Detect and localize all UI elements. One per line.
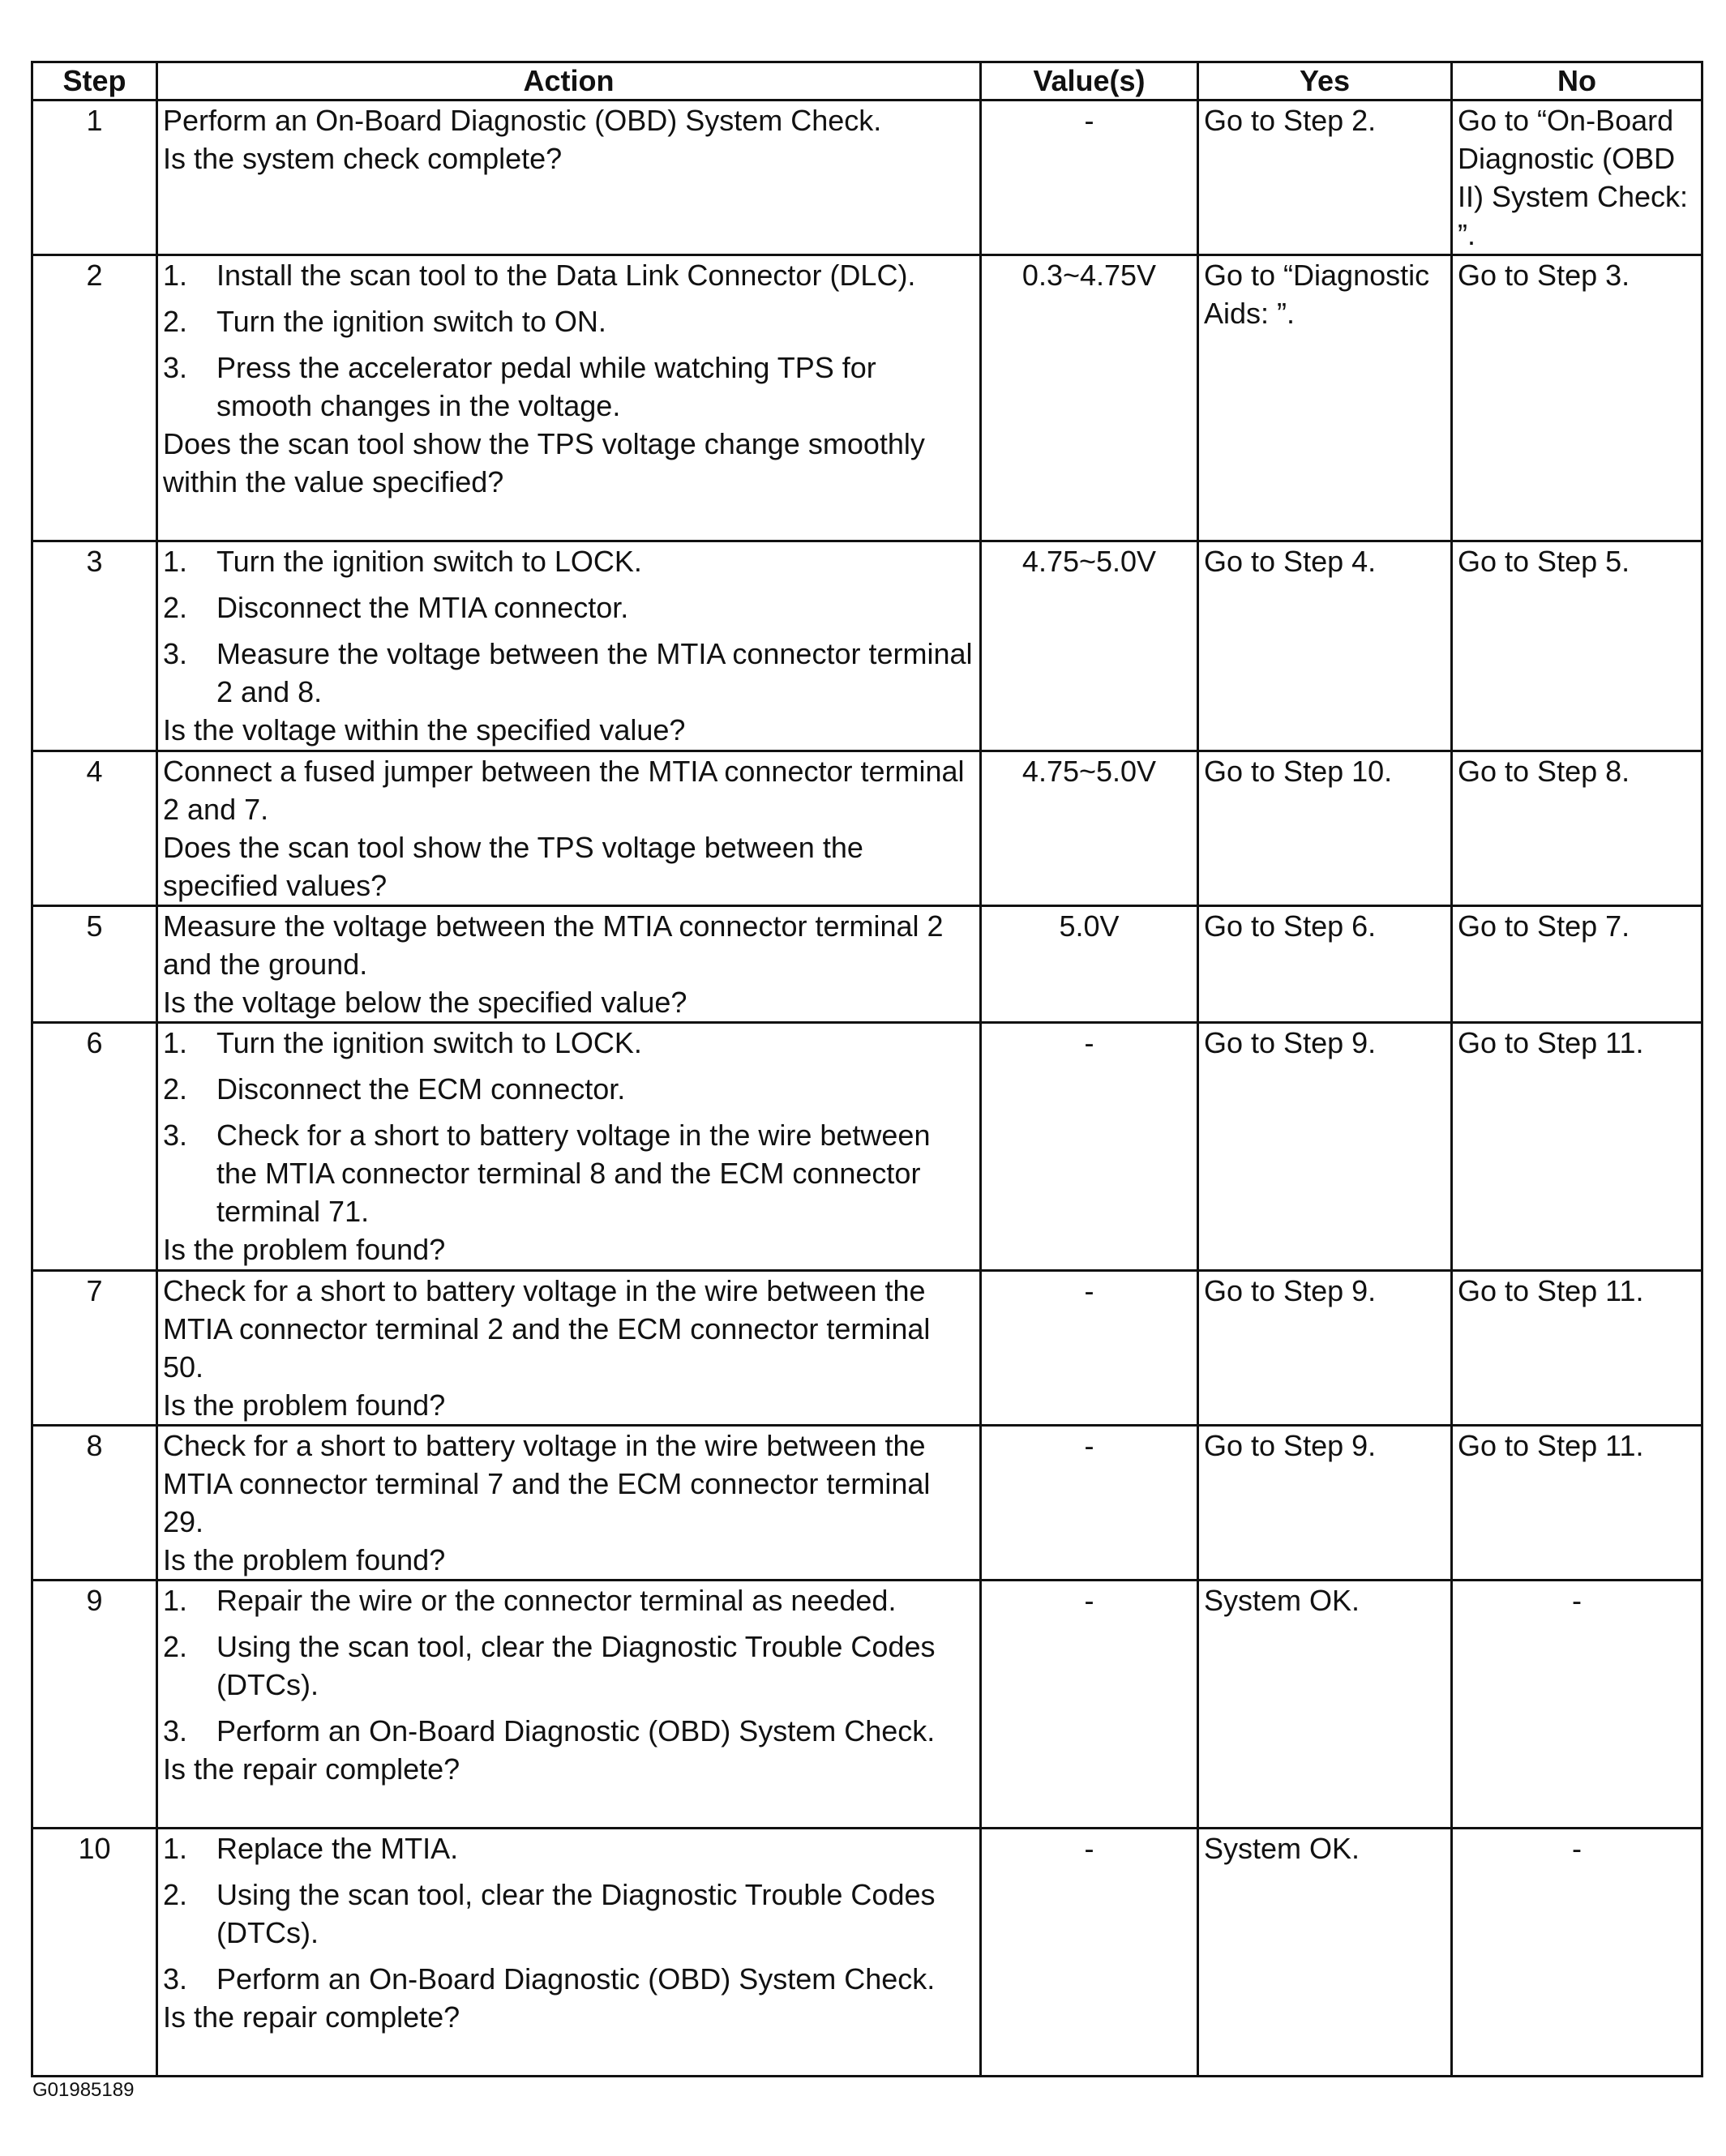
no-column-header: No [1452, 62, 1702, 101]
item-number: 2. [163, 305, 188, 338]
action-cell [157, 101, 981, 255]
item-text: Replace the MTIA. [216, 1832, 459, 1865]
step-number: 7 [32, 1271, 157, 1426]
list-item [163, 1876, 974, 1952]
item-number: 3. [163, 1119, 188, 1152]
diagnostic-table [31, 61, 1703, 2077]
item-number: 2. [163, 1630, 188, 1663]
yes-cell: System OK. [1198, 1581, 1452, 1829]
figure-id: G01985189 [32, 2079, 135, 2101]
step-number: 6 [32, 1023, 157, 1271]
value-cell: 5.0V [981, 906, 1198, 1023]
table-row [32, 751, 1702, 906]
item-text: Turn the ignition switch to LOCK. [216, 1026, 642, 1059]
table-row [32, 255, 1702, 541]
value-cell: - [981, 1426, 1198, 1581]
action-cell [157, 1271, 981, 1426]
table-row [32, 1581, 1702, 1829]
value-cell: - [981, 1581, 1198, 1829]
table-row [32, 541, 1702, 751]
yes-cell: System OK. [1198, 1829, 1452, 2077]
item-number: 1. [163, 1832, 188, 1865]
item-text: Install the scan tool to the Data Link Connector (DLC). [216, 259, 916, 292]
list-item [163, 1960, 974, 1998]
no-cell: Go to Step 5. [1452, 541, 1702, 751]
item-number: 3. [163, 1962, 188, 1996]
table-row [32, 906, 1702, 1023]
table-row [32, 1829, 1702, 2077]
action-cell [157, 1426, 981, 1581]
value-cell: - [981, 101, 1198, 255]
action-column-header: Action [157, 62, 981, 101]
question-text: Is the repair complete? [163, 1752, 460, 1786]
question-text: Is the problem found? [163, 1543, 446, 1576]
item-number: 2. [163, 1072, 188, 1106]
item-text: Perform an On-Board Diagnostic (OBD) System Check. [216, 1962, 936, 1996]
step-number: 9 [32, 1581, 157, 1829]
action-cell [157, 541, 981, 751]
value-cell: - [981, 1271, 1198, 1426]
no-cell: Go to Step 8. [1452, 751, 1702, 906]
action-cell [157, 1829, 981, 2077]
value-cell: 0.3~4.75V [981, 255, 1198, 541]
list-item [163, 302, 974, 340]
no-cell: Go to Step 11. [1452, 1426, 1702, 1581]
step-number: 8 [32, 1426, 157, 1581]
yes-cell: Go to Step 9. [1198, 1271, 1452, 1426]
step-number: 1 [32, 101, 157, 255]
no-cell: Go to Step 3. [1452, 255, 1702, 541]
item-text: Measure the voltage between the MTIA connector terminal 2 and 8. [216, 637, 973, 708]
item-number: 1. [163, 259, 188, 292]
question-text: Is the voltage within the specified value? [163, 713, 686, 746]
item-text: Turn the ignition switch to LOCK. [216, 545, 642, 578]
yes-cell: Go to Step 4. [1198, 541, 1452, 751]
list-item [163, 1581, 974, 1619]
item-text: Disconnect the ECM connector. [216, 1072, 626, 1106]
step-number: 5 [32, 906, 157, 1023]
question-text: Is the system check complete? [163, 142, 563, 175]
value-cell: 4.75~5.0V [981, 541, 1198, 751]
step-number: 4 [32, 751, 157, 906]
question-text: Is the repair complete? [163, 2000, 460, 2034]
question-text: Does the scan tool show the TPS voltage between the specified values? [163, 831, 863, 902]
yes-cell: Go to Step 9. [1198, 1023, 1452, 1271]
question-text: Is the problem found? [163, 1388, 446, 1422]
list-item [163, 1070, 974, 1108]
item-text: Using the scan tool, clear the Diagnostic Trouble Codes (DTCs). [216, 1630, 936, 1701]
item-number: 2. [163, 591, 188, 624]
no-cell: Go to Step 11. [1452, 1023, 1702, 1271]
values-column-header: Value(s) [981, 62, 1198, 101]
item-text: Perform an On-Board Diagnostic (OBD) System Check. [216, 1714, 936, 1747]
header-row [32, 62, 1702, 101]
item-number: 1. [163, 1026, 188, 1059]
list-item [163, 542, 974, 580]
no-cell: Go to “On-Board Diagnostic (OBD II) System Check: ”. [1452, 101, 1702, 255]
yes-cell: Go to “Diagnostic Aids: ”. [1198, 255, 1452, 541]
question-text: Is the problem found? [163, 1233, 446, 1266]
action-cell [157, 751, 981, 906]
list-item [163, 635, 974, 711]
action-cell [157, 1023, 981, 1271]
item-number: 1. [163, 545, 188, 578]
no-cell: - [1452, 1581, 1702, 1829]
yes-cell: Go to Step 10. [1198, 751, 1452, 906]
step-number: 3 [32, 541, 157, 751]
list-item [163, 1829, 974, 1867]
action-cell [157, 255, 981, 541]
list-item [163, 256, 974, 294]
table-row [32, 101, 1702, 255]
step-number: 10 [32, 1829, 157, 2077]
item-number: 3. [163, 351, 188, 384]
item-number: 3. [163, 1714, 188, 1747]
list-item [163, 349, 974, 425]
action-cell [157, 1581, 981, 1829]
list-item [163, 588, 974, 627]
action-text: Measure the voltage between the MTIA connector terminal 2 and the ground. [163, 909, 944, 981]
no-cell: - [1452, 1829, 1702, 2077]
item-text: Press the accelerator pedal while watching TPS for smooth changes in the voltage. [216, 351, 876, 422]
yes-cell: Go to Step 6. [1198, 906, 1452, 1023]
item-text: Repair the wire or the connector terminal as needed. [216, 1584, 897, 1617]
item-text: Turn the ignition switch to ON. [216, 305, 606, 338]
value-cell: - [981, 1023, 1198, 1271]
list-item [163, 1628, 974, 1704]
table-row [32, 1023, 1702, 1271]
question-text: Is the voltage below the specified value? [163, 986, 687, 1019]
no-cell: Go to Step 7. [1452, 906, 1702, 1023]
step-column-header: Step [32, 62, 157, 101]
item-text: Disconnect the MTIA connector. [216, 591, 629, 624]
table-row [32, 1271, 1702, 1426]
item-number: 2. [163, 1878, 188, 1911]
value-cell: - [981, 1829, 1198, 2077]
step-number: 2 [32, 255, 157, 541]
no-cell: Go to Step 11. [1452, 1271, 1702, 1426]
item-text: Check for a short to battery voltage in the wire between the MTIA connector terminal 8 and the ECM connector terminal 71. [216, 1119, 931, 1228]
item-number: 3. [163, 637, 188, 670]
action-text: Connect a fused jumper between the MTIA connector terminal 2 and 7. [163, 755, 965, 826]
question-text: Does the scan tool show the TPS voltage change smoothly within the value specified? [163, 427, 925, 498]
action-text: Check for a short to battery voltage in the wire between the MTIA connector terminal 2 and the ECM connector terminal 50. [163, 1274, 931, 1384]
yes-cell: Go to Step 2. [1198, 101, 1452, 255]
list-item [163, 1116, 974, 1230]
action-text: Check for a short to battery voltage in the wire between the MTIA connector terminal 7 and the ECM connector terminal 29. [163, 1429, 931, 1538]
value-cell: 4.75~5.0V [981, 751, 1198, 906]
yes-cell: Go to Step 9. [1198, 1426, 1452, 1581]
item-text: Using the scan tool, clear the Diagnostic Trouble Codes (DTCs). [216, 1878, 936, 1949]
table-row [32, 1426, 1702, 1581]
item-number: 1. [163, 1584, 188, 1617]
action-cell [157, 906, 981, 1023]
action-text: Perform an On-Board Diagnostic (OBD) System Check. [163, 104, 882, 137]
list-item [163, 1712, 974, 1750]
list-item [163, 1024, 974, 1062]
yes-column-header: Yes [1198, 62, 1452, 101]
